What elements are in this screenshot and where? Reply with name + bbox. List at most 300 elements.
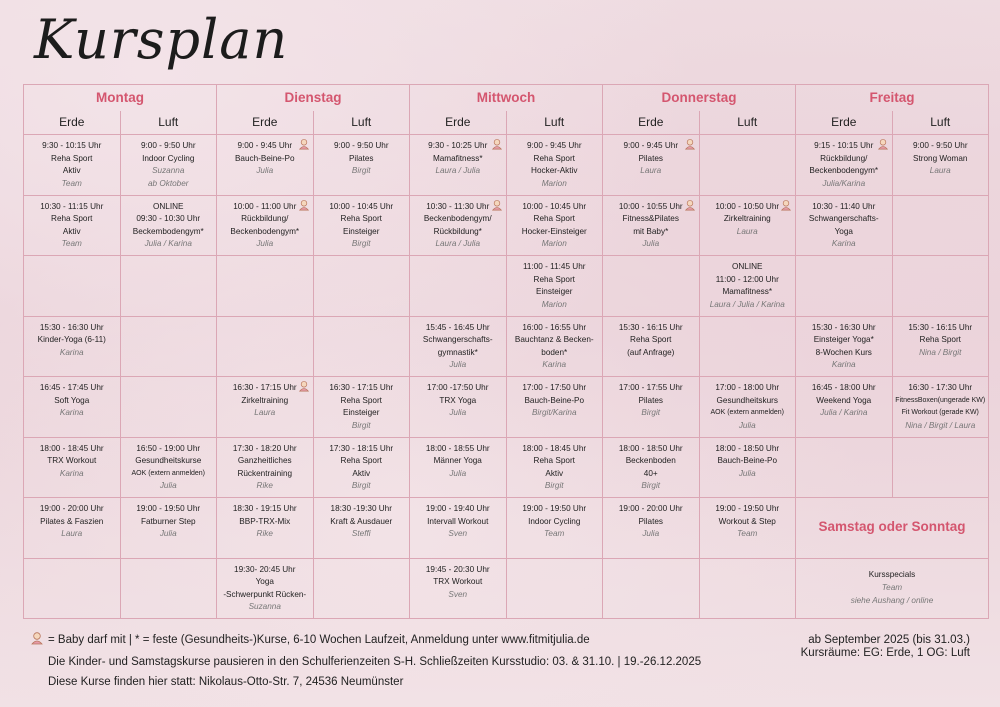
- class-time: 17:00 - 17:50 Uhr: [522, 383, 587, 392]
- trainer-name: Nina / Birgit: [919, 347, 962, 357]
- schedule-cell: [893, 135, 990, 196]
- class-line: Einsteiger: [536, 287, 573, 297]
- schedule-cell: [700, 256, 797, 317]
- class-time: 15:30 - 16:30 Uhr: [811, 322, 876, 332]
- class-line: Rückbildung/: [820, 153, 868, 163]
- page-title: Kursplan: [34, 8, 289, 71]
- class-line: Pilates: [348, 153, 374, 163]
- class-line: Schwangerschafts-: [422, 335, 493, 345]
- schedule-cell: [893, 377, 990, 438]
- class-time: 16:50 - 19:00 Uhr: [136, 443, 201, 453]
- class-line: Ganzheitliches: [237, 456, 292, 466]
- baby-icon: [491, 138, 503, 150]
- class-line: Rückentraining: [237, 468, 293, 478]
- class-line: Kinder-Yoga (6-11): [37, 335, 106, 345]
- trainer-name: Julia: [738, 468, 756, 478]
- schedule-cell: [121, 196, 218, 257]
- class-time: 9:00 - 9:50 Uhr: [333, 141, 389, 150]
- trainer-name: Birgit: [641, 408, 661, 418]
- schedule-cell: [217, 317, 314, 378]
- schedule-cell: [893, 317, 990, 378]
- day-header-3: Donnerstag: [603, 85, 796, 111]
- schedule-cell: [700, 317, 797, 378]
- class-time: 10:00 - 10:55 Uhr: [618, 201, 683, 211]
- class-time: 18:00 - 18:50 Uhr: [715, 443, 780, 453]
- class-line: Reha Sport: [533, 214, 575, 224]
- class-time: 10:30 - 11:40 Uhr: [812, 201, 876, 211]
- class-line: 11:00 - 12:00 Uhr: [715, 274, 779, 284]
- room-header: Luft: [121, 111, 218, 135]
- class-line: TRX Workout: [47, 456, 97, 466]
- class-line: Beckenbodengym*: [809, 166, 879, 176]
- trainer-name: Steffi: [351, 529, 371, 539]
- schedule-cell: [121, 317, 218, 378]
- class-line: Fitness&Pilates: [622, 214, 679, 224]
- class-time: 9:00 - 9:45 Uhr: [623, 141, 679, 150]
- room-header: Erde: [217, 111, 314, 135]
- specials-trainer: Team: [881, 582, 903, 592]
- class-line: Strong Woman: [913, 153, 968, 163]
- class-line: Yoga: [834, 226, 853, 236]
- schedule-cell: [121, 256, 218, 317]
- schedule-cell: [603, 377, 700, 438]
- trainer-name: Julia/Karina: [822, 178, 866, 188]
- class-line: Indoor Cycling: [528, 516, 581, 526]
- specials-name: Kursspecials: [868, 570, 916, 580]
- schedule-cell: [893, 196, 990, 257]
- class-line: Beckenboden: [625, 456, 676, 466]
- schedule-cell: [24, 196, 121, 257]
- class-line: -Schwerpunkt Rücken-: [223, 589, 307, 599]
- trainer-name: Julia / Karina: [820, 408, 868, 418]
- day-header-4: Freitag: [796, 85, 989, 111]
- trainer-name: Birgit: [641, 481, 661, 491]
- trainer-name: Suzanna: [152, 166, 185, 176]
- trainer-name: Suzanna: [248, 602, 281, 612]
- schedule-cell: [410, 498, 507, 559]
- trainer-name: Rike: [256, 481, 273, 491]
- class-line: Reha Sport: [51, 214, 93, 224]
- class-line: Reha Sport: [533, 274, 575, 284]
- class-line: Reha Sport: [340, 395, 382, 405]
- schedule-cell: [603, 256, 700, 317]
- specials-note: siehe Aushang / online: [850, 595, 934, 605]
- class-line: Pilates: [638, 153, 664, 163]
- schedule-cell: [217, 438, 314, 499]
- class-line: Aktiv: [62, 166, 81, 176]
- schedule-cell: [410, 196, 507, 257]
- schedule-cell: [24, 498, 121, 559]
- schedule-cell: [314, 317, 411, 378]
- class-time: 16:30 - 17:30 Uhr: [908, 383, 973, 392]
- class-line: Hocker-Aktiv: [531, 166, 578, 176]
- class-line: Yoga: [255, 577, 274, 587]
- schedule-cell: [700, 498, 797, 559]
- weekend-specials-cell: [796, 559, 989, 620]
- schedule-cell: [314, 438, 411, 499]
- trainer-name: ab Oktober: [147, 178, 189, 188]
- footer-holidays: Die Kinder- und Samstagskurse pausieren in den Schulferienzeiten S-H. Schließzeiten Kursstudio: 03. & 31.10. | 19.-26.12.2025: [48, 656, 702, 668]
- class-time: 15:30 - 16:15 Uhr: [618, 322, 683, 332]
- class-line: Rückbildung*: [433, 226, 482, 236]
- class-time: 15:30 - 16:15 Uhr: [908, 322, 973, 332]
- class-time: 9:30 - 10:15 Uhr: [42, 141, 102, 150]
- class-time: 9:00 - 9:45 Uhr: [526, 141, 582, 150]
- trainer-name: Marion: [541, 239, 567, 249]
- trainer-name: Karina: [542, 360, 567, 370]
- class-line: Aktiv: [62, 226, 81, 236]
- trainer-name: Laura / Julia: [435, 239, 481, 249]
- schedule-cell: [217, 377, 314, 438]
- class-time: 18:00 - 18:45 Uhr: [39, 443, 104, 453]
- trainer-name: Team: [61, 178, 82, 188]
- trainer-name: Julia: [256, 239, 274, 249]
- trainer-name: Julia: [642, 239, 660, 249]
- class-line: Bauchtanz & Becken-: [514, 335, 594, 345]
- class-time: 17:30 - 18:15 Uhr: [329, 443, 394, 453]
- class-line: Schwangerschafts-: [808, 214, 879, 224]
- schedule-cell: [507, 438, 604, 499]
- day-header-1: Dienstag: [217, 85, 410, 111]
- class-time: 11:00 - 11:45 Uhr: [522, 262, 586, 271]
- class-line: gymnastik*: [437, 347, 478, 357]
- class-time: 10:30 - 11:15 Uhr: [40, 201, 104, 211]
- room-header: Luft: [314, 111, 411, 135]
- class-line: (auf Anfrage): [627, 347, 675, 357]
- trainer-name: Sven: [448, 529, 468, 539]
- trainer-name: Karina: [831, 360, 856, 370]
- schedule-cell: [603, 438, 700, 499]
- class-line: Mamafitness*: [432, 153, 483, 163]
- footer-rooms: Kursräume: EG: Erde, 1 OG: Luft: [800, 647, 970, 659]
- class-time: 9:15 - 10:15 Uhr: [814, 141, 874, 150]
- class-line: Zirkeltraining: [241, 395, 289, 405]
- trainer-name: Team: [737, 529, 758, 539]
- class-line: TRX Yoga: [439, 395, 477, 405]
- schedule-cell: [603, 135, 700, 196]
- schedule-cell: [121, 377, 218, 438]
- schedule-cell: [410, 135, 507, 196]
- class-time: ONLINE: [732, 262, 763, 271]
- schedule-cell: [410, 559, 507, 620]
- class-line: AOK (extern anmelden): [131, 469, 206, 477]
- schedule-cell: [24, 135, 121, 196]
- class-line: Fatburner Step: [140, 516, 196, 526]
- class-time: 17:00 - 18:00 Uhr: [715, 383, 780, 392]
- room-header: Erde: [24, 111, 121, 135]
- schedule-cell: [507, 377, 604, 438]
- trainer-name: Birgit: [351, 420, 371, 430]
- class-line: mit Baby*: [633, 226, 669, 236]
- schedule-cell: [314, 498, 411, 559]
- class-line: Workout & Step: [718, 516, 776, 526]
- class-line: Reha Sport: [51, 153, 93, 163]
- class-time: 16:30 - 17:15 Uhr: [232, 383, 297, 392]
- class-line: FitnessBoxen(ungerade KW): [895, 396, 986, 404]
- trainer-name: Sven: [448, 589, 468, 599]
- schedule-cell: [24, 317, 121, 378]
- class-time: 15:45 - 16:45 Uhr: [425, 322, 490, 332]
- trainer-name: Birgit: [351, 239, 371, 249]
- trainer-name: Julia: [642, 529, 660, 539]
- class-line: Weekend Yoga: [816, 395, 872, 405]
- class-time: 19:00 - 19:50 Uhr: [522, 504, 587, 513]
- schedule-cell: [507, 498, 604, 559]
- class-line: Intervall Workout: [427, 516, 489, 526]
- trainer-name: Julia: [449, 360, 467, 370]
- class-line: Einsteiger: [343, 226, 380, 236]
- schedule-cell: [217, 256, 314, 317]
- schedule-cell: [507, 559, 604, 620]
- schedule-cell: [507, 256, 604, 317]
- class-time: 19:30- 20:45 Uhr: [234, 564, 296, 574]
- class-time: 10:00 - 10:50 Uhr: [715, 201, 780, 211]
- schedule-cell: [314, 559, 411, 620]
- trainer-name: Julia: [159, 529, 177, 539]
- schedule-cell: [796, 256, 893, 317]
- class-time: 10:00 - 10:45 Uhr: [522, 201, 587, 211]
- class-time: 17:30 - 18:20 Uhr: [232, 443, 297, 453]
- class-line: Reha Sport: [340, 456, 382, 466]
- class-time: 19:00 - 19:50 Uhr: [136, 504, 201, 513]
- trainer-name: Julia: [738, 420, 756, 430]
- class-line: Pilates & Faszien: [40, 516, 104, 526]
- schedule-cell: [507, 196, 604, 257]
- schedule-cell: [410, 317, 507, 378]
- class-line: Gesundheitskurse: [135, 456, 202, 466]
- class-line: Reha Sport: [533, 456, 575, 466]
- trainer-name: Karina: [59, 347, 84, 357]
- trainer-name: Karina: [59, 468, 84, 478]
- class-time: 19:00 - 20:00 Uhr: [39, 504, 104, 513]
- room-header: Erde: [796, 111, 893, 135]
- schedule-cell: [217, 498, 314, 559]
- trainer-name: Laura: [640, 166, 662, 176]
- schedule-cell: [700, 438, 797, 499]
- class-time: ONLINE: [153, 201, 184, 211]
- class-line: Fit Workout (gerade KW): [901, 409, 979, 417]
- trainer-name: Marion: [541, 178, 567, 188]
- schedule-cell: [603, 196, 700, 257]
- class-time: 15:30 - 16:30 Uhr: [39, 322, 104, 332]
- trainer-name: Julia: [256, 166, 274, 176]
- baby-icon: [298, 138, 310, 150]
- class-line: Einsteiger Yoga*: [813, 335, 874, 345]
- class-line: boden*: [541, 347, 568, 357]
- trainer-name: Nina / Birgit / Laura: [905, 420, 976, 430]
- schedule-cell: [603, 559, 700, 620]
- class-line: Aktiv: [352, 468, 371, 478]
- class-time: 10:00 - 11:00 Uhr: [233, 201, 297, 211]
- schedule-cell: [121, 559, 218, 620]
- schedule-cell: [410, 438, 507, 499]
- class-time: 18:30 - 19:15 Uhr: [232, 504, 297, 513]
- schedule-cell: [796, 438, 893, 499]
- baby-icon: [30, 631, 44, 645]
- trainer-name: Rike: [256, 529, 273, 539]
- class-time: 18:30 -19:30 Uhr: [330, 504, 392, 513]
- schedule-cell: [700, 135, 797, 196]
- class-time: 19:45 - 20:30 Uhr: [425, 564, 490, 574]
- baby-icon: [877, 138, 889, 150]
- class-time: 9:00 - 9:45 Uhr: [237, 141, 293, 150]
- class-line: Kraft & Ausdauer: [330, 516, 393, 526]
- class-line: Hocker-Einsteiger: [521, 226, 587, 236]
- class-time: 17:00 -17:50 Uhr: [427, 383, 489, 392]
- class-line: Männer Yoga: [433, 456, 482, 466]
- schedule-cell: [217, 135, 314, 196]
- class-time: 9:00 - 9:50 Uhr: [140, 141, 196, 150]
- trainer-name: Laura: [254, 408, 276, 418]
- trainer-name: Julia: [449, 468, 467, 478]
- trainer-name: Team: [544, 529, 565, 539]
- schedule-grid: [23, 84, 989, 619]
- room-header: Erde: [603, 111, 700, 135]
- weekend-title: Samstag oder Sonntag: [818, 519, 966, 535]
- class-line: Soft Yoga: [54, 395, 90, 405]
- class-line: Bauch-Beine-Po: [717, 456, 778, 466]
- room-header: Luft: [893, 111, 990, 135]
- schedule-cell: [24, 377, 121, 438]
- footer-address: Diese Kurse finden hier statt: Nikolaus-Otto-Str. 7, 24536 Neumünster: [48, 676, 404, 688]
- trainer-name: Karina: [831, 239, 856, 249]
- room-header: Luft: [507, 111, 604, 135]
- schedule-cell: [796, 377, 893, 438]
- trainer-name: Karina: [59, 408, 84, 418]
- schedule-cell: [700, 559, 797, 620]
- trainer-name: Birgit: [351, 481, 371, 491]
- class-line: 09:30 - 10:30 Uhr: [136, 214, 201, 224]
- class-line: Zirkeltraining: [723, 214, 771, 224]
- class-time: 18:00 - 18:45 Uhr: [522, 443, 587, 453]
- class-time: 16:45 - 17:45 Uhr: [39, 383, 104, 392]
- schedule-cell: [314, 196, 411, 257]
- class-line: Mamafitness*: [722, 287, 773, 297]
- schedule-cell: [893, 438, 990, 499]
- class-line: Reha Sport: [533, 153, 575, 163]
- baby-icon: [684, 199, 696, 211]
- trainer-name: Laura: [61, 529, 83, 539]
- class-line: Einsteiger: [343, 408, 380, 418]
- schedule-cell: [796, 135, 893, 196]
- trainer-name: Julia / Karina: [144, 239, 192, 249]
- class-line: Aktiv: [545, 468, 564, 478]
- schedule-cell: [893, 256, 990, 317]
- class-line: Beckenbodengym/: [423, 214, 492, 224]
- class-line: Rückbildung/: [241, 214, 289, 224]
- legend-text: = Baby darf mit | * = feste (Gesundheits-)Kurse, 6-10 Wochen Laufzeit, Anmeldung unter www.fitmitjulia.de: [48, 634, 590, 646]
- class-line: Beckembodengym*: [132, 226, 204, 236]
- class-time: 19:00 - 19:40 Uhr: [425, 504, 490, 513]
- schedule-cell: [507, 135, 604, 196]
- trainer-name: Birgit: [351, 166, 371, 176]
- footer-legend: [30, 630, 590, 650]
- class-time: 9:00 - 9:50 Uhr: [912, 141, 968, 150]
- baby-icon: [684, 138, 696, 150]
- schedule-cell: [121, 498, 218, 559]
- trainer-name: Team: [61, 239, 82, 249]
- class-line: Indoor Cycling: [142, 153, 195, 163]
- schedule-cell: [314, 135, 411, 196]
- schedule-cell: [217, 559, 314, 620]
- class-line: TRX Workout: [433, 577, 483, 587]
- class-line: Gesundheitskurs: [716, 395, 778, 405]
- class-time: 9:30 - 10:25 Uhr: [428, 141, 488, 150]
- trainer-name: Laura: [736, 226, 758, 236]
- schedule-cell: [700, 377, 797, 438]
- schedule-cell: [24, 256, 121, 317]
- class-line: Beckenbodengym*: [230, 226, 300, 236]
- class-line: Reha Sport: [630, 335, 672, 345]
- day-header-0: Montag: [24, 85, 217, 111]
- trainer-name: Birgit/Karina: [531, 408, 577, 418]
- baby-icon: [780, 199, 792, 211]
- class-line: Pilates: [638, 516, 664, 526]
- baby-icon: [298, 380, 310, 392]
- class-time: 19:00 - 19:50 Uhr: [715, 504, 780, 513]
- trainer-name: Laura / Julia / Karina: [709, 299, 785, 309]
- trainer-name: Julia: [449, 408, 467, 418]
- class-line: Reha Sport: [919, 335, 961, 345]
- class-time: 18:00 - 18:50 Uhr: [618, 443, 683, 453]
- weekend-title-cell: [796, 498, 989, 559]
- class-line: Pilates: [638, 395, 664, 405]
- schedule-cell: [796, 317, 893, 378]
- class-time: 16:30 - 17:15 Uhr: [329, 383, 394, 392]
- class-line: Reha Sport: [340, 214, 382, 224]
- class-time: 18:00 - 18:55 Uhr: [425, 443, 490, 453]
- trainer-name: Julia: [159, 481, 177, 491]
- schedule-cell: [700, 196, 797, 257]
- baby-icon: [491, 199, 503, 211]
- schedule-cell: [217, 196, 314, 257]
- schedule-cell: [603, 317, 700, 378]
- baby-icon: [298, 199, 310, 211]
- class-time: 16:45 - 18:00 Uhr: [811, 383, 876, 392]
- class-line: Bauch-Beine-Po: [524, 395, 585, 405]
- class-time: 19:00 - 20:00 Uhr: [618, 504, 683, 513]
- class-time: 10:00 - 10:45 Uhr: [329, 201, 394, 211]
- schedule-cell: [24, 438, 121, 499]
- footer-valid: ab September 2025 (bis 31.03.): [808, 634, 970, 646]
- trainer-name: Birgit: [544, 481, 564, 491]
- schedule-cell: [24, 559, 121, 620]
- schedule-cell: [410, 377, 507, 438]
- schedule-cell: [507, 317, 604, 378]
- schedule-cell: [603, 498, 700, 559]
- class-line: BBP-TRX-Mix: [239, 516, 291, 526]
- room-header: Luft: [700, 111, 797, 135]
- class-line: 40+: [643, 468, 658, 478]
- schedule-cell: [121, 438, 218, 499]
- day-header-2: Mittwoch: [410, 85, 603, 111]
- class-line: 8-Wochen Kurs: [815, 347, 872, 357]
- schedule-cell: [121, 135, 218, 196]
- trainer-name: Laura / Julia: [435, 166, 481, 176]
- trainer-name: Laura: [929, 166, 951, 176]
- class-time: 17:00 - 17:55 Uhr: [618, 383, 683, 392]
- room-header: Erde: [410, 111, 507, 135]
- schedule-cell: [410, 256, 507, 317]
- schedule-cell: [796, 196, 893, 257]
- class-time: 16:00 - 16:55 Uhr: [522, 322, 587, 332]
- trainer-name: Marion: [541, 299, 567, 309]
- class-line: AOK (extern anmelden): [710, 409, 785, 417]
- class-time: 10:30 - 11:30 Uhr: [426, 201, 490, 211]
- schedule-cell: [314, 256, 411, 317]
- class-line: Bauch-Beine-Po: [234, 153, 295, 163]
- schedule-cell: [314, 377, 411, 438]
